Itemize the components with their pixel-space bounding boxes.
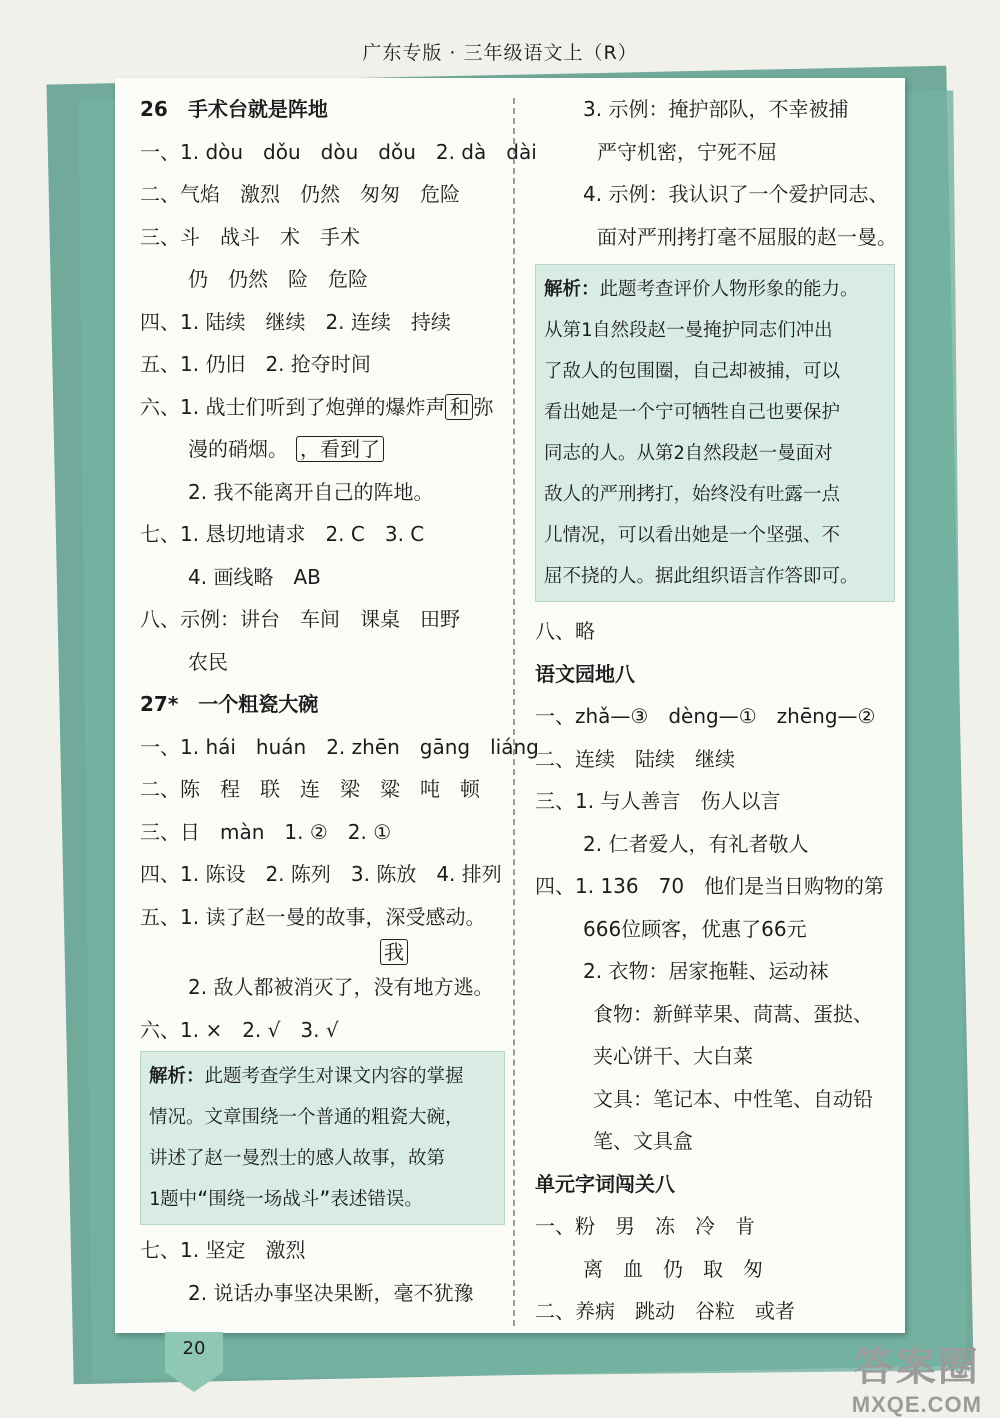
answer-line: 2. 敌人都被消灭了，没有地方逃。 xyxy=(188,975,494,999)
answer-line: 二、陈 程 联 连 梁 粱 吨 顿 xyxy=(140,777,480,801)
answer-line: 文具：笔记本、中性笔、自动铅 xyxy=(593,1086,873,1111)
analysis-box xyxy=(140,1051,505,1225)
page-number: 20 xyxy=(182,1338,206,1359)
answer-text: 六、1. 战士们听到了炮弹的爆炸声 xyxy=(140,394,446,419)
answer-line xyxy=(140,428,505,471)
answer-line: 农民 xyxy=(188,649,228,674)
answer-line: 一、1. hái huán 2. zhēn gāng liáng xyxy=(140,734,539,759)
analysis-line: 屈不挠的人。据此组织语言作答即可。 xyxy=(544,566,859,587)
answer-line: 666位顾客，优惠了66元 xyxy=(583,916,807,941)
answer-text: 漫的硝烟。 xyxy=(188,437,288,461)
lesson-27-title: 27* 一个粗瓷大碗 xyxy=(140,692,319,716)
analysis-label: 解析： xyxy=(544,279,600,300)
answer-line: 仍 仍然 险 危险 xyxy=(188,267,368,291)
analysis-line xyxy=(149,1056,496,1097)
answer-line: 一、1. dòu dǒu dòu dǒu 2. dà dài xyxy=(140,139,537,164)
answer-line: 七、1. 坚定 激烈 xyxy=(140,1238,306,1262)
column-divider xyxy=(513,98,515,1326)
answer-line: 五、1. 仍旧 2. 抢夺时间 xyxy=(140,352,371,376)
analysis-box xyxy=(535,264,895,602)
analysis-line: 情况。文章围绕一个普通的粗瓷大碗， xyxy=(149,1107,464,1128)
answer-line: 4. 画线略 AB xyxy=(188,564,321,589)
answer-line: 二、气焰 激烈 仍然 匆匆 危险 xyxy=(140,182,460,206)
page-header: 广东专版 · 三年级语文上（R） xyxy=(362,42,638,64)
analysis-line: 1题中“围绕一场战斗”表述错误。 xyxy=(149,1189,423,1210)
answer-line: 三、1. 与人善言 伤人以言 xyxy=(535,789,781,813)
analysis-line: 看出她是一个宁可牺牲自己也要保护 xyxy=(544,402,841,423)
answer-line: 2. 说话办事坚决果断，毫不犹豫 xyxy=(188,1280,474,1305)
watermark-text: 答案圈 xyxy=(853,1345,980,1389)
answer-line: 一、粉 男 冻 冷 肯 xyxy=(535,1214,755,1238)
answer-line: 三、斗 战斗 术 手术 xyxy=(140,224,360,249)
analysis-label: 解析： xyxy=(149,1066,205,1087)
answer-line: 二、连续 陆续 继续 xyxy=(535,746,735,771)
lesson-26-title: 26 手术台就是阵地 xyxy=(140,97,328,121)
left-column xyxy=(140,88,539,1314)
answer-line: 4. 示例：我认识了一个爱护同志、 xyxy=(583,182,889,206)
answer-line: 2. 衣物：居家拖鞋、运动袜 xyxy=(583,959,829,983)
analysis-line: 从第1自然段赵一曼掩护同志们冲出 xyxy=(544,320,833,341)
answer-line: 严守机密，宁死不屈 xyxy=(597,139,777,164)
insert-mark-box: 和 xyxy=(445,394,473,420)
answer-line: 笔、文具盒 xyxy=(593,1129,693,1153)
insert-mark-box: 我 xyxy=(380,939,408,965)
page-tab-point xyxy=(165,1372,223,1392)
answer-line: 夹心饼干、大白菜 xyxy=(593,1044,753,1068)
answer-line: 离 血 仍 取 匆 xyxy=(583,1256,763,1281)
answer-line: 三、日 màn 1. ② 2. ① xyxy=(140,819,392,844)
insert-mark-box: ，看到了 xyxy=(296,436,384,462)
answer-text: 弥 xyxy=(473,394,494,419)
answer-line: 四、1. 陆续 继续 2. 连续 持续 xyxy=(140,309,451,334)
answer-line: 八、示例：讲台 车间 课桌 田野 xyxy=(140,607,460,631)
answer-line: 六、1. × 2. √ 3. √ xyxy=(140,1017,339,1042)
answer-line: 面对严刑拷打毫不屈服的赵一曼。 xyxy=(597,224,897,249)
analysis-text: 此题考查学生对课文内容的掌握 xyxy=(204,1066,464,1087)
section-title-danyuan: 单元字词闯关八 xyxy=(535,1171,675,1196)
answer-line: 五、1. 读了赵一曼的故事，深受感动。 xyxy=(140,904,486,929)
analysis-line xyxy=(544,269,886,310)
answer-line: 3. 示例：掩护部队，不幸被捕 xyxy=(583,97,849,121)
answer-line: 八、略 xyxy=(535,619,595,643)
analysis-text: 此题考查评价人物形象的能力。 xyxy=(599,279,859,300)
answer-line: 食物：新鲜苹果、茼蒿、蛋挞、 xyxy=(593,1001,873,1026)
right-column xyxy=(535,88,895,1333)
analysis-line: 儿情况，可以看出她是一个坚强、不 xyxy=(544,525,841,546)
answer-line: 2. 我不能离开自己的阵地。 xyxy=(188,479,434,504)
answer-line: 四、1. 136 70 他们是当日购物的第 xyxy=(535,874,885,898)
answer-line xyxy=(140,938,505,966)
answer-line xyxy=(140,386,505,429)
answer-line: 七、1. 恳切地请求 2. C 3. C xyxy=(140,522,425,546)
answer-line: 二、养病 跳动 谷粒 或者 xyxy=(535,1299,795,1323)
analysis-line: 同志的人。从第2自然段赵一曼面对 xyxy=(544,443,833,464)
answer-line: 四、1. 陈设 2. 陈列 3. 陈放 4. 排列 xyxy=(140,862,502,886)
page-number-tab xyxy=(165,1332,223,1396)
analysis-line: 敌人的严刑拷打，始终没有吐露一点 xyxy=(544,484,841,505)
analysis-line: 了敌人的包围圈，自己却被捕，可以 xyxy=(544,361,841,382)
answer-line: 一、zhǎ—③ dèng—① zhēng—② xyxy=(535,704,876,728)
watermark-logo xyxy=(852,1335,982,1418)
section-title-yuwen-yuandi: 语文园地八 xyxy=(535,661,635,686)
analysis-line: 讲述了赵一曼烈士的感人故事，故第 xyxy=(149,1148,446,1169)
answer-line: 2. 仁者爱人，有礼者敬人 xyxy=(583,831,809,856)
watermark-url: MXQE.COM xyxy=(851,1392,982,1417)
